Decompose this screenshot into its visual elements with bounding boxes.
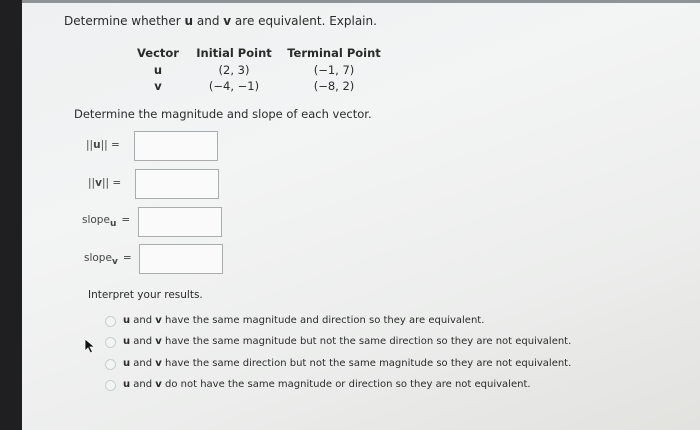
- top-divider: [22, 0, 700, 3]
- magnitude-u-input[interactable]: [134, 131, 218, 161]
- magnitude-v-input[interactable]: [135, 169, 219, 199]
- row-u-vector: u: [153, 63, 163, 77]
- section-instruction: Determine the magnitude and slope of each vector.: [74, 107, 372, 121]
- slope-v-label: slope$_v$ =: [84, 252, 132, 268]
- header-terminal-point: Terminal Point: [287, 46, 381, 60]
- header-initial-point: Initial Point: [196, 46, 272, 60]
- row-v-terminal: (−8, 2): [313, 79, 355, 93]
- option-text: u and v have the same magnitude but not the same direction so they are not equivalent.: [123, 336, 572, 347]
- row-u-terminal: (−1, 7): [313, 63, 355, 77]
- radio-button[interactable]: [105, 359, 116, 370]
- option-text: u and v do not have the same magnitude or direction so they are not equivalent.: [123, 379, 531, 390]
- magnitude-v-label: ||v|| =: [88, 177, 122, 189]
- slope-u-input[interactable]: [138, 207, 222, 237]
- interpret-label: Interpret your results.: [88, 289, 203, 301]
- radio-button[interactable]: [105, 316, 116, 327]
- slope-v-input[interactable]: [139, 244, 223, 274]
- option-text: u and v have the same direction but not the same magnitude so they are not equivalent.: [123, 358, 572, 369]
- radio-button[interactable]: [105, 337, 116, 348]
- radio-button[interactable]: [105, 380, 116, 391]
- slope-u-label: slope$_u$ =: [82, 214, 131, 230]
- question-panel: [22, 0, 700, 430]
- mouse-cursor-icon: [84, 338, 96, 354]
- row-v-vector: v: [154, 79, 162, 93]
- option-text: u and v have the same magnitude and direction so they are equivalent.: [123, 315, 485, 326]
- magnitude-u-label: ||u|| =: [86, 139, 120, 151]
- row-u-initial: (2, 3): [218, 63, 250, 77]
- question-title: Determine whether u and v are equivalent. Explain.: [64, 14, 377, 28]
- row-v-initial: (−4, −1): [208, 79, 260, 93]
- header-vector: Vector: [137, 46, 179, 60]
